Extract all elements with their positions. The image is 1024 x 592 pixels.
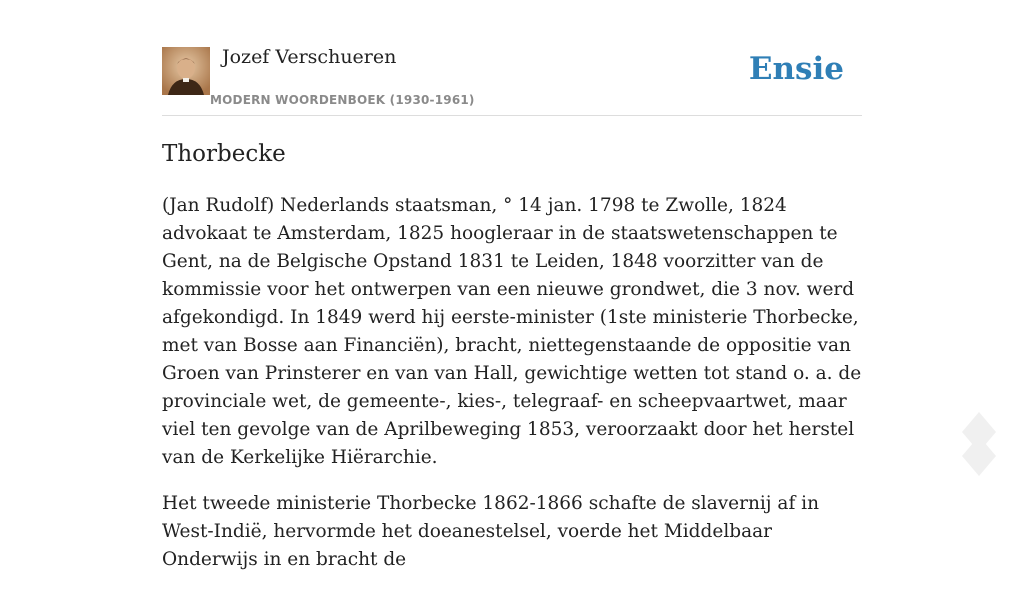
brand-logo[interactable]: Ensie	[748, 51, 844, 87]
header	[162, 0, 862, 116]
page	[162, 0, 862, 570]
decorative-corner-icon	[962, 412, 996, 476]
author-name[interactable]: Jozef Verschueren	[222, 46, 397, 68]
article-title: Thorbecke	[162, 141, 286, 167]
source-label: MODERN WOORDENBOEK (1930-1961)	[210, 93, 475, 107]
author-portrait-icon	[162, 47, 210, 95]
author-avatar[interactable]	[162, 47, 210, 95]
article-paragraph: Het tweede ministerie Thorbecke 1862-1866 schafte de slavernij af in West-Indië, hervormde het doeanestelsel, voerde het Middelbaar Onderwijs in en bracht de	[162, 493, 820, 570]
article-body	[162, 192, 862, 592]
article-paragraph: (Jan Rudolf) Nederlands staatsman, ° 14 jan. 1798 te Zwolle, 1824 advokaat te Amsterdam, 1825 hoogleraar in de staatswetenschappen te Gent, na de Belgische Opstand 1831 te Leiden, 1848 voorzitter van de kommissie voor het ontwerpen van een nieuwe grondwet, die 3 nov. werd afgekondigd. In 1849 werd hij eerste-minister (1ste ministerie Thorbecke, met van Bosse aan Financiën), bracht, niettegenstaande de oppositie van Groen van Prinsterer en van van Hall, gewichtige wetten tot stand o. a. de provinciale wet, de gemeente-, kies-, telegraaf- en scheepvaartwet, maar viel ten gevolge van de Aprilbeweging 1853, veroorzaakt door het herstel van de Kerkelijke Hiërarchie.	[162, 195, 862, 468]
